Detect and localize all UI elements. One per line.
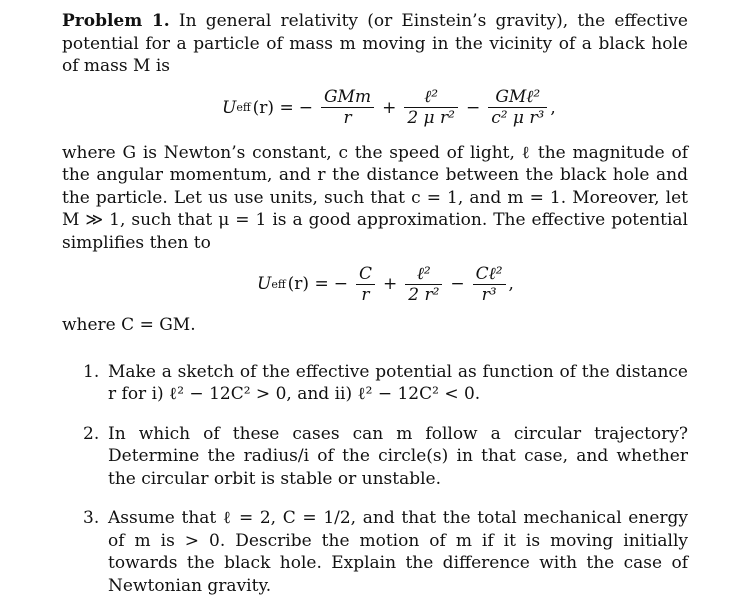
eq1-frac3-den: c² μ r³ bbox=[491, 108, 545, 128]
eq2-frac2-den: 2 r² bbox=[408, 284, 440, 305]
eq1-lhs-arg: (r) = bbox=[252, 97, 294, 118]
problem-intro bbox=[62, 10, 688, 78]
eq2-minus2: − bbox=[450, 274, 465, 294]
eq2-lhs-sub: eff bbox=[271, 277, 286, 291]
eq2-frac2 bbox=[405, 264, 442, 305]
item-text: In which of these cases can m follow a circular trajectory? Determine the radius/i of the circle(s) in that case, and whether the circular orbit is stable or unstable. bbox=[108, 423, 688, 489]
eq2-tail: , bbox=[508, 274, 514, 294]
eq2-frac1-num: C bbox=[358, 263, 372, 284]
eq1-frac1-num: GMm bbox=[323, 87, 372, 107]
question-list bbox=[62, 361, 688, 598]
eq2-frac1-den: r bbox=[361, 284, 370, 305]
eq2-frac1 bbox=[356, 264, 375, 305]
eq1-minus1: − bbox=[298, 97, 313, 118]
eq2-minus1: − bbox=[333, 274, 348, 294]
list-item bbox=[62, 507, 688, 597]
list-item bbox=[62, 423, 688, 491]
eq1-frac1-den: r bbox=[343, 108, 352, 128]
middle-paragraph: where G is Newton’s constant, c the speed of light, ℓ the magnitude of the angular momentum, and r the distance between the black hole and the particle. Let us use units, such that c = 1, and m = 1. Moreover, let M ≫ 1, such that μ = 1 is a good approximation. The effective potential simplifies then to bbox=[62, 142, 688, 253]
eq1-tail: , bbox=[550, 97, 556, 118]
equation-simplified-potential bbox=[62, 256, 688, 312]
equation-full-potential bbox=[62, 80, 688, 136]
eq1-frac3-num: GMℓ² bbox=[495, 87, 541, 107]
eq2-frac3-num: Cℓ² bbox=[475, 263, 503, 284]
item-number: 1. bbox=[83, 361, 100, 382]
eq1-minus2: − bbox=[465, 97, 481, 118]
eq2-frac3 bbox=[473, 264, 506, 305]
intro-text: In general relativity (or Einstein’s gravity), the effective potential for a particle of mass m moving in the vicinity of a black hole of mass M is bbox=[62, 11, 688, 76]
eq1-plus: + bbox=[382, 97, 397, 118]
item-number: 3. bbox=[83, 508, 100, 528]
list-item bbox=[62, 361, 688, 406]
eq1-lhs-sub: eff bbox=[236, 101, 251, 114]
item-number: 2. bbox=[83, 423, 100, 444]
item-text: Make a sketch of the effective potential as function of the distance r for i) ℓ² − 12C² > 0, and ii) ℓ² − 12C² < 0. bbox=[108, 361, 688, 404]
problem-heading: Problem 1. bbox=[62, 11, 170, 31]
eq1-frac2 bbox=[404, 87, 458, 128]
eq1-lhs: U bbox=[222, 97, 237, 118]
eq2-plus: + bbox=[382, 274, 398, 294]
where-c-line: where C = GM. bbox=[62, 315, 196, 335]
eq2-lhs: U bbox=[257, 274, 272, 294]
eq2-lhs-arg: (r) = bbox=[287, 274, 329, 294]
eq1-frac2-num: ℓ² bbox=[424, 87, 439, 107]
eq1-frac1 bbox=[321, 87, 374, 128]
eq1-frac3 bbox=[488, 87, 547, 128]
document-page bbox=[62, 10, 688, 614]
eq2-frac3-den: r³ bbox=[481, 284, 497, 305]
item-text: Assume that ℓ = 2, C = 1/2, and that the total mechanical energy of m is > 0. Describe the motion of m if it is moving initially towards the black hole. Explain the difference with the case of Newtonian gravity. bbox=[108, 508, 688, 596]
eq1-frac2-den: 2 μ r² bbox=[407, 108, 455, 128]
eq2-frac2-num: ℓ² bbox=[416, 263, 431, 284]
